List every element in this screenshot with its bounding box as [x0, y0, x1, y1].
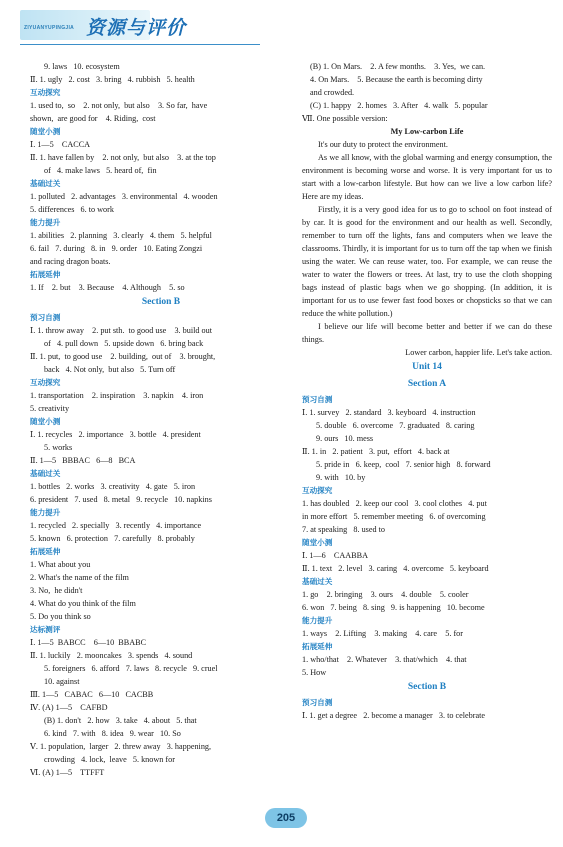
answer-line: 6. kind 7. with 8. idea 9. wear 10. So	[44, 729, 181, 738]
answer-line: Ⅱ. 1. text 2. level 3. caring 4. overcome 5. keyboard	[302, 564, 489, 573]
answer-line: Ⅰ. 1—6 CAABBA	[302, 551, 369, 560]
answer-line: 6. won 7. being 8. sing 9. is happening 10. become	[302, 603, 485, 612]
answer-line: 1. recycled 2. specially 3. recently 4. importance	[30, 521, 202, 530]
answer-line: 5. Do you think so	[30, 612, 91, 621]
right-column	[302, 60, 552, 722]
answer-line: and racing dragon boats.	[30, 257, 111, 266]
section-label: 互动探究	[30, 378, 61, 387]
answer-line: Ⅱ. 1. put, to good use 2. building, out of 3. brought,	[30, 352, 216, 361]
answer-line: 1. If 2. but 3. Because 4. Although 5. so	[30, 283, 185, 292]
answer-line: 1. ways 2. Lifting 3. making 4. care 5. for	[302, 629, 463, 638]
answer-line: Ⅱ. 1. luckily 2. mooncakes 3. spends 4. sound	[30, 651, 193, 660]
answer-line: and crowded.	[310, 88, 355, 97]
answer-line: 9. ours 10. mess	[316, 434, 374, 443]
answer-line: 10. against	[44, 677, 80, 686]
essay-closing: Lower carbon, happier life. Let's take action.	[405, 348, 552, 357]
answer-line: Ⅱ. 1. have fallen by 2. not only, but also 3. at the top	[30, 153, 216, 162]
answer-line: back 4. Not only, but also 5. Turn off	[44, 365, 176, 374]
section-label: 随堂小测	[30, 417, 61, 426]
answer-line: 1. abilities 2. planning 3. clearly 4. them 5. helpful	[30, 231, 212, 240]
section-label: 拓展延伸	[30, 547, 61, 556]
answer-line: 1. go 2. bringing 3. ours 4. double 5. cooler	[302, 590, 469, 599]
section-heading: Section A	[407, 379, 447, 389]
section-label: 拓展延伸	[30, 270, 61, 279]
section-label: 基础过关	[30, 469, 61, 478]
section-label: 拓展延伸	[302, 642, 333, 651]
answer-line: of 4. pull down 5. upside down 6. bring back	[44, 339, 204, 348]
answer-line: 2. What's the name of the film	[30, 573, 129, 582]
answer-line: (B) 1. On Mars. 2. A few months. 3. Yes, we can.	[310, 62, 486, 71]
section-label: 能力提升	[30, 218, 61, 227]
answer-line: Ⅰ. 1. throw away 2. put sth. to good use 3. build out	[30, 326, 212, 335]
section-label: 预习自测	[302, 395, 333, 404]
section-label: 互动探究	[30, 88, 61, 97]
answer-line: shown, are good for 4. Riding, cost	[30, 114, 156, 123]
answer-line: (C) 1. happy 2. homes 3. After 4. walk 5. popular	[310, 101, 488, 110]
answer-line: 6. fail 7. during 8. in 9. order 10. Eating Zongzi	[30, 244, 203, 253]
answer-line: Ⅵ. (A) 1—5 TTFFT	[30, 768, 105, 777]
answer-line: 5. double 6. overcome 7. graduated 8. caring	[316, 421, 475, 430]
answer-line: 5. foreigners 6. afford 7. laws 8. recycle 9. cruel	[44, 664, 218, 673]
answer-line: crowding 4. lock, leave 5. known for	[44, 755, 175, 764]
answer-line: 5. How	[302, 668, 327, 677]
answer-line: 3. No, he didn't	[30, 586, 83, 595]
answer-line: 5. pride in 6. keep, cool 7. senior high 8. forward	[316, 460, 491, 469]
answer-line: Ⅶ. One possible version:	[302, 114, 388, 123]
answer-line: 1. bottles 2. works 3. creativity 4. gate 5. iron	[30, 482, 196, 491]
answer-line: 1. has doubled 2. keep our cool 3. cool clothes 4. put	[302, 499, 487, 508]
answer-line: of 4. make laws 5. heard of, fin	[44, 166, 157, 175]
section-label: 能力提升	[302, 616, 333, 625]
section-label: 预习自测	[30, 313, 61, 322]
answer-line: Ⅲ. 1—5 CABAC 6—10 CACBB	[30, 690, 154, 699]
page-header	[20, 8, 260, 44]
answer-line: Ⅱ. 1. ugly 2. cost 3. bring 4. rubbish 5. health	[30, 75, 195, 84]
answer-line: 5. creativity	[30, 404, 70, 413]
answer-line: 5. known 6. protection 7. carefully 8. probably	[30, 534, 195, 543]
unit-heading: Unit 14	[412, 362, 442, 372]
essay-paragraph: It's our duty to protect the environment.	[318, 140, 448, 149]
answer-line: 6. president 7. used 8. metal 9. recycle 10. napkins	[30, 495, 212, 504]
essay-paragraph: As we all know, with the global warming and energy consumption, the environment is becoming worse and worse. It is very important for us to start with a low-carbon lifestyle. But how can we live a low carbon life? Here are my ideas.	[302, 153, 552, 201]
answer-line: 5. works	[44, 443, 73, 452]
answer-line: 1. used to, so 2. not only, but also 3. So far, have	[30, 101, 208, 110]
answer-line: Ⅰ. 1. get a degree 2. become a manager 3. to celebrate	[302, 711, 486, 720]
answer-line: Ⅳ. (A) 1—5 CAFBD	[30, 703, 108, 712]
answer-line: 1. transportation 2. inspiration 3. napkin 4. iron	[30, 391, 204, 400]
header-title: 资源与评价	[86, 18, 187, 39]
essay-title: My Low-carbon Life	[390, 127, 464, 136]
answer-line: Ⅱ. 1. in 2. patient 3. put, effort 4. back at	[302, 447, 450, 456]
answer-line: 7. at speaking 8. used to	[302, 525, 385, 534]
answer-line: Ⅰ. 1. survey 2. standard 3. keyboard 4. instruction	[302, 408, 476, 417]
section-heading: Section B	[141, 297, 181, 307]
answer-line: 9. laws 10. ecosystem	[44, 62, 120, 71]
watermark-logo	[397, 791, 547, 841]
section-label: 随堂小测	[302, 538, 333, 547]
section-heading: Section B	[407, 682, 447, 692]
answer-line: Ⅱ. 1—5 BBBAC 6—8 BCA	[30, 456, 136, 465]
section-label: 能力提升	[30, 508, 61, 517]
header-pinyin: ZIYUANYUPINGJIA	[24, 25, 75, 31]
answer-line: 1. who/that 2. Whatever 3. that/which 4. that	[302, 655, 467, 664]
answer-line: 5. differences 6. to work	[30, 205, 114, 214]
section-label: 预习自测	[302, 698, 333, 707]
answer-line: 1. polluted 2. advantages 3. environmental 4. wooden	[30, 192, 218, 201]
answer-line: 4. On Mars. 5. Because the earth is becoming dirty	[310, 75, 483, 84]
essay-paragraph: I believe our life will become better and better if we can do these things.	[302, 322, 552, 344]
section-label: 随堂小测	[30, 127, 61, 136]
section-label: 达标测评	[30, 625, 61, 634]
essay-paragraph: Firstly, it is a very good idea for us to go to school on foot instead of by car. It is good for the environment and our health as well. Secondly, remember to turn off the lights, fans and computers when we leave the classrooms. Thirdly, it is important for us to turn off the tap when we finish using the water. We can reuse water, too. For example, we can reuse the water to water the flowers or trees. At last, try to use the cloth shopping bags instead of plastic bags when we go shopping. (In addition, it is important for us to use fewer fast food boxes or chopsticks so that we can reduce the white pollution.)	[302, 205, 552, 318]
answer-line: in more effort 5. remember meeting 6. of overcoming	[302, 512, 486, 521]
section-label: 基础过关	[30, 179, 61, 188]
answer-line: 1. What about you	[30, 560, 91, 569]
answer-line: Ⅰ. 1. recycles 2. importance 3. bottle 4. president	[30, 430, 201, 439]
answer-line: Ⅰ. 1—5 CACCA	[30, 140, 91, 149]
section-label: 基础过关	[302, 577, 333, 586]
section-label: 互动探究	[302, 486, 333, 495]
answer-line: Ⅰ. 1—5 BABCC 6—10 BBABC	[30, 638, 147, 647]
page-number: 205	[265, 808, 307, 828]
left-column	[30, 60, 292, 779]
answer-line: 4. What do you think of the film	[30, 599, 136, 608]
header-rule	[20, 44, 260, 45]
answer-line: 9. with 10. by	[316, 473, 366, 482]
answer-line: Ⅴ. 1. population, larger 2. threw away 3. happening,	[30, 742, 212, 751]
answer-line: (B) 1. don't 2. how 3. take 4. about 5. that	[44, 716, 197, 725]
